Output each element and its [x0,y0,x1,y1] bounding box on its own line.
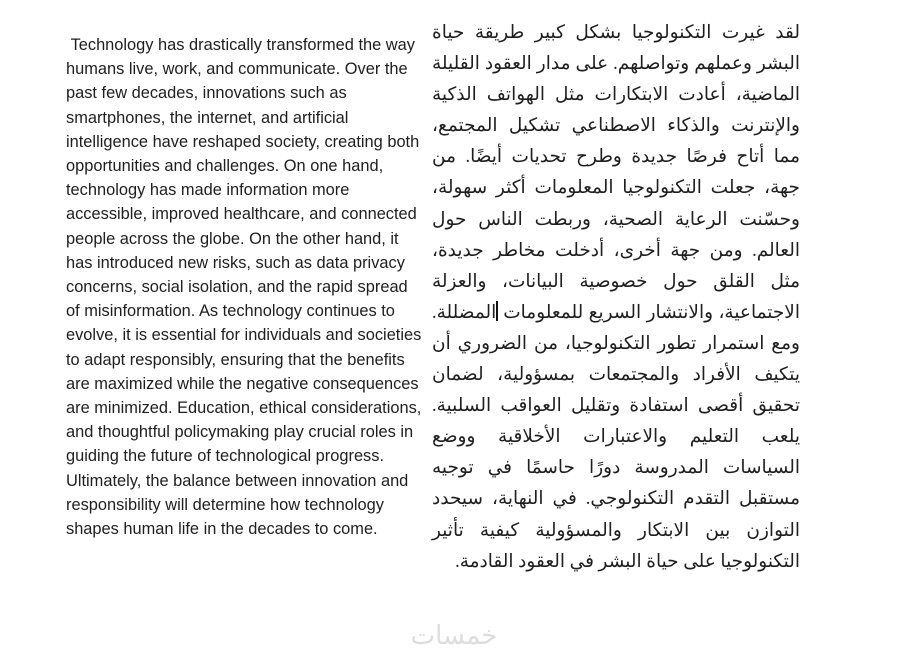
text-cursor [496,301,498,321]
english-paragraph[interactable]: Technology has drastically transformed the way humans live, work, and communicate. Over the past few decades, innovations such as smartphones, the internet, and artificial intelligence have reshaped society, creating both opportunities and challenges. On one hand, technology has made information more accessible, improved healthcare, and connected people across the globe. On the other hand, it has introduced new risks, such as data privacy concerns, social isolation, and the rapid spread of misinformation. As technology continues to evolve, it is essential for individuals and societies to adapt responsibly, ensuring that the benefits are maximized while the negative consequences are minimized. Education, ethical considerations, and thoughtful policymaking play crucial roles in guiding the future of technological progress. Ultimately, the balance between innovation and responsibility will determine how technology shapes human life in the decades to come. [66,36,426,539]
arabic-text-after-caret: المضللة. ومع استمرار تطور التكنولوجيا، من الضروري أن يتكيف الأفراد والمجتمعات بمسؤولية، لضمان تحقيق أقصى استفادة وتقليل العواقب السلبية. يلعب التعليم والاعتبارات الأخلاقية ووضع السياسات المدروسة دورًا حاسمًا في توجيه مستقبل التقدم التكنولوجي. في النهاية، سيحدد التوازن بين الابتكار والمسؤولية كيفية تأثير التكنولوجيا على حياة البشر في العقود القادمة. [432,302,800,572]
watermark-logo: خمسات [410,621,498,651]
arabic-text-before-caret: لقد غيرت التكنولوجيا بشكل كبير طريقة حياة البشر وعملهم وتواصلهم. على مدار العقود القليلة الماضية، أعادت الابتكارات مثل الهواتف الذكية والإنترنت والذكاء الاصطناعي تشكيل المجتمع، مما أتاح فرصًا جديدة وطرح تحديات أيضًا. من جهة، جعلت التكنولوجيا المعلومات أكثر سهولة، وحسّنت الرعاية الصحية، وربطت الناس حول العالم. ومن جهة أخرى، أدخلت مخاطر جديدة، مثل القلق حول خصوصية البيانات، والعزلة الاجتماعية، والانتشار السريع للمعلومات [432,23,800,323]
arabic-paragraph[interactable] [432,18,800,578]
